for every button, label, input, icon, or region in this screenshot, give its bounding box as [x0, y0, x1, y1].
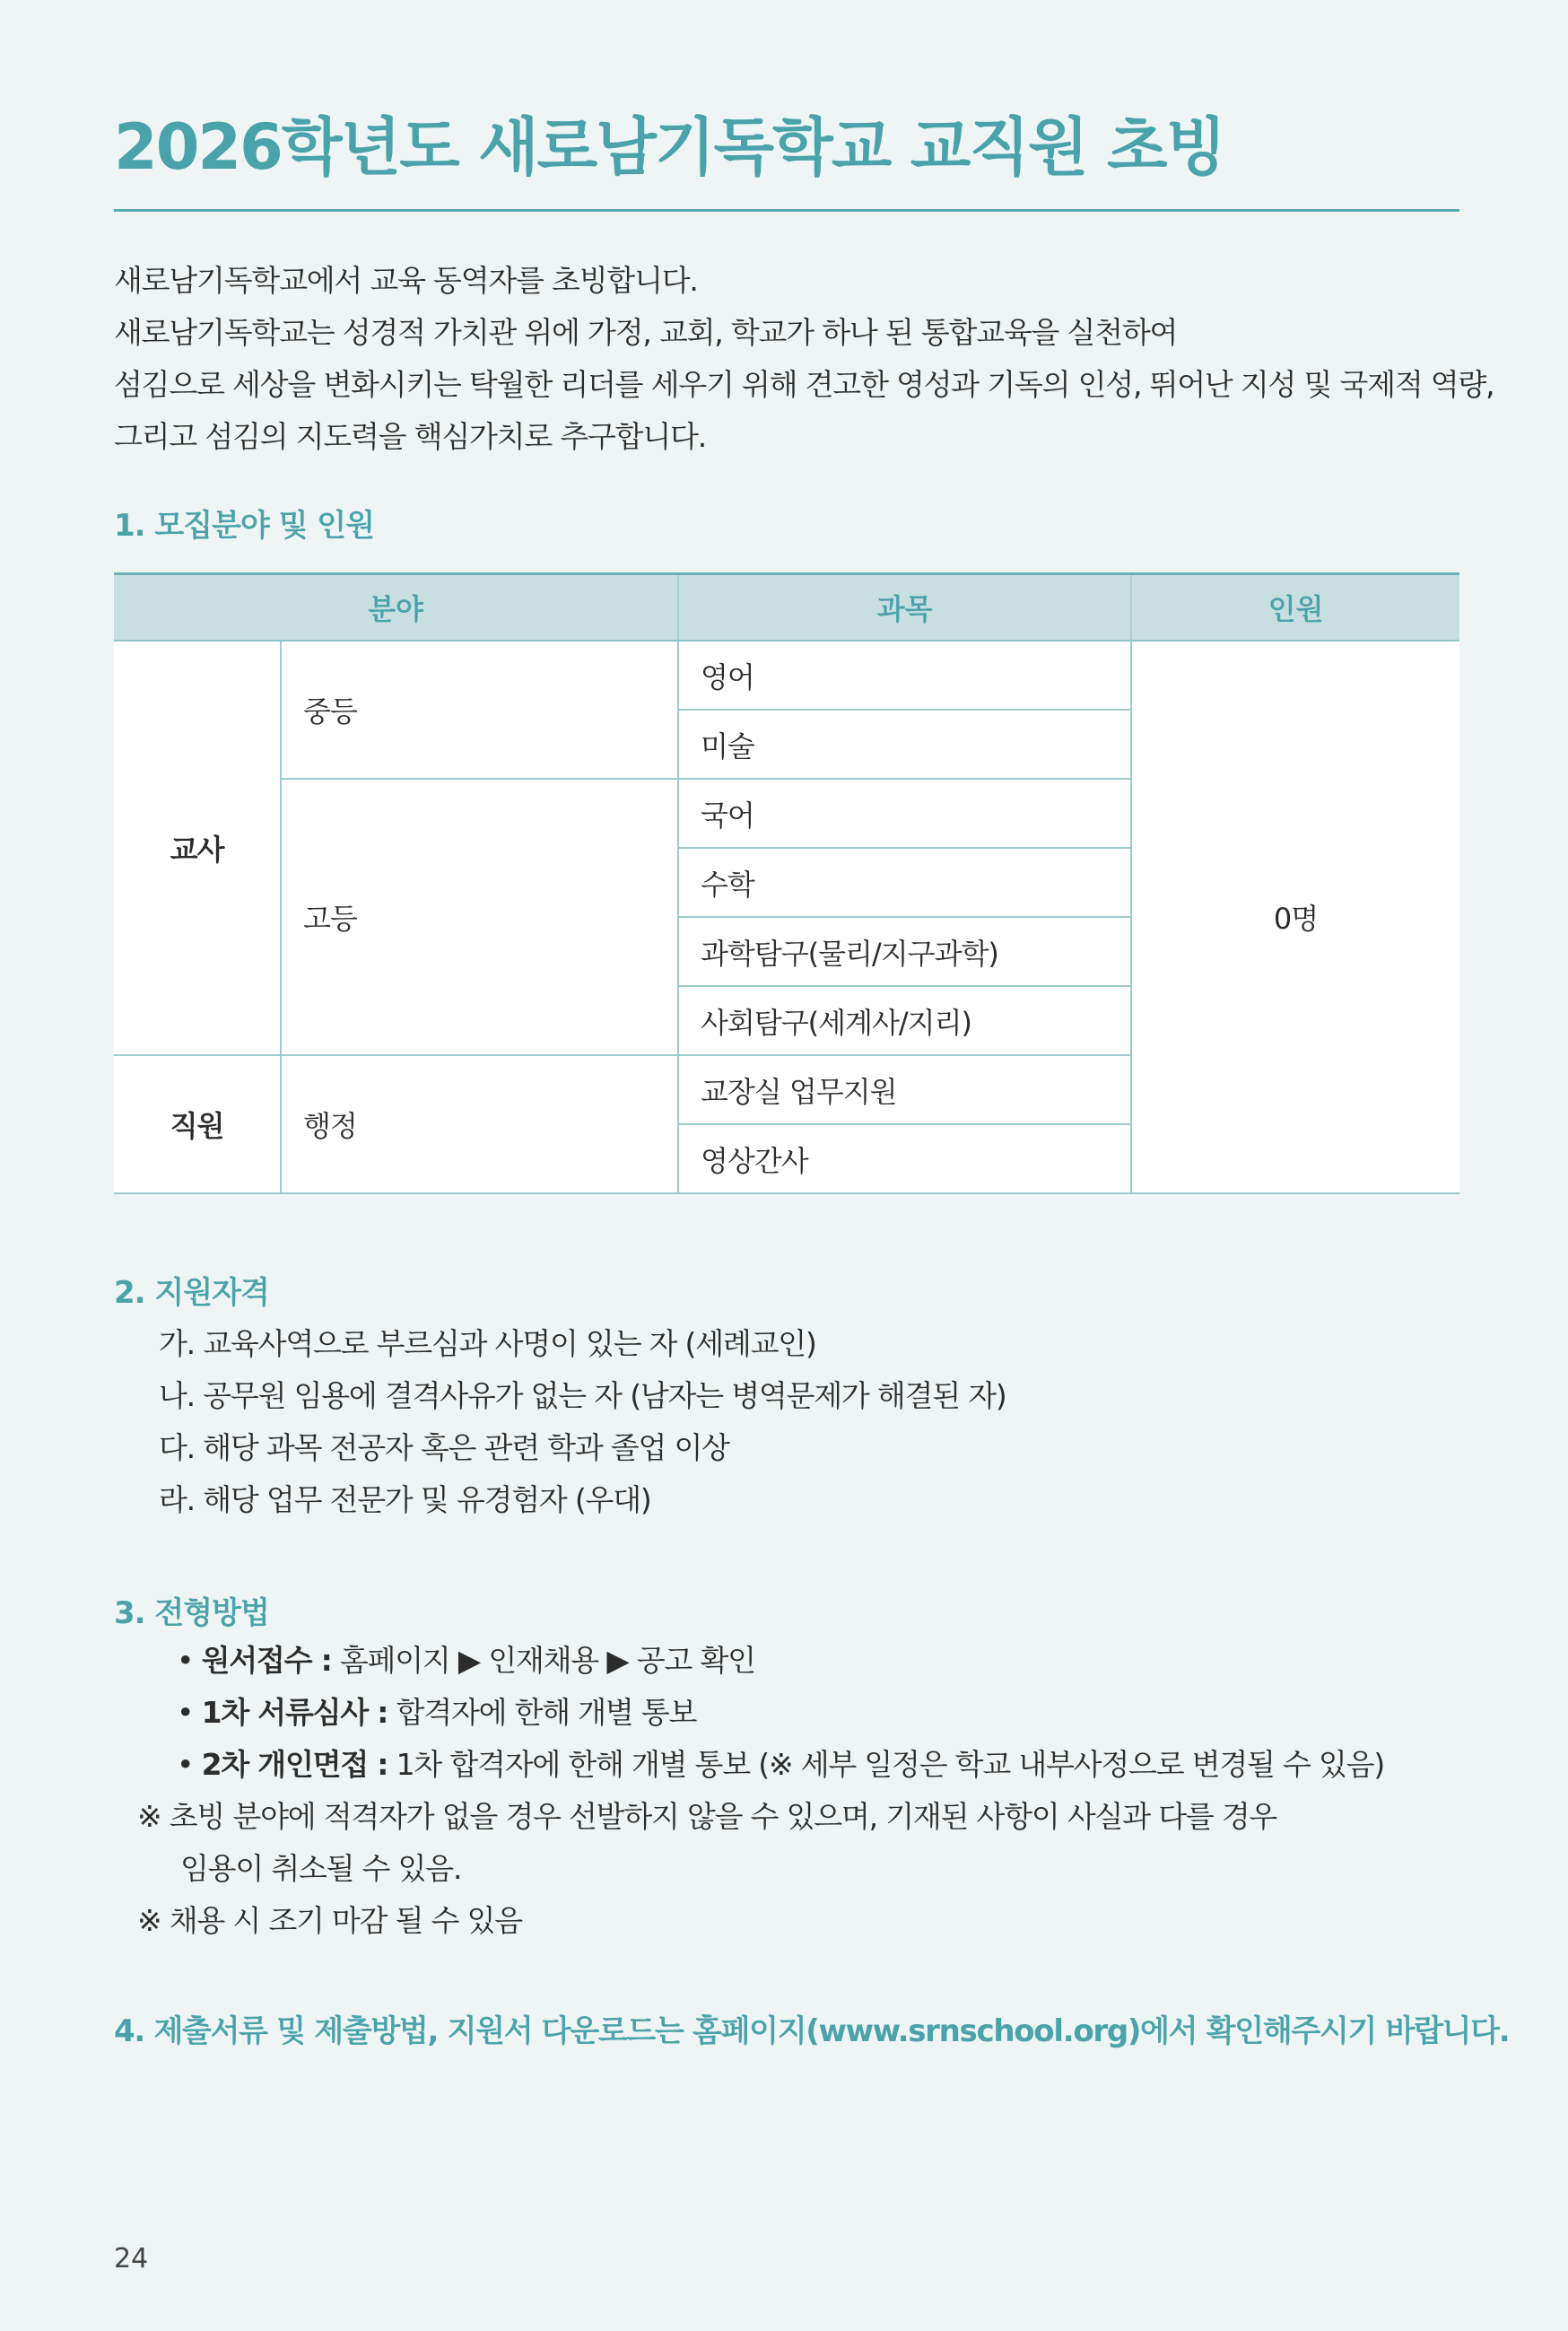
bullet-label: 원서접수 :	[201, 1643, 332, 1678]
intro-line: 섬김으로 세상을 변화시키는 탁월한 리더를 세우기 위해 견고한 영성과 기독의 인성, 뛰어난 지성 및 국제적 역량,	[114, 367, 1494, 402]
intro-paragraph	[114, 255, 1494, 463]
header-field: 분야	[114, 574, 678, 642]
intro-line: 새로남기독학교에서 교육 동역자를 초빙합니다.	[114, 263, 698, 298]
subcategory-admin: 행정	[281, 1055, 678, 1193]
note-line: 임용이 취소될 수 있음.	[180, 1851, 462, 1886]
list-item: • 1차 서류심사 : 합격자에 한해 개별 통보	[177, 1695, 697, 1730]
section-heading-selection: 3. 전형방법	[114, 1595, 269, 1631]
page-title: 2026학년도 새로남기독학교 교직원 초빙	[114, 110, 1225, 184]
header-subject: 과목	[678, 574, 1131, 642]
selection-process-list	[114, 1635, 1459, 1947]
bullet-label: 2차 개인면접 :	[201, 1747, 388, 1782]
bullet-text: 홈페이지 ▶ 인재채용 ▶ 공고 확인	[331, 1643, 755, 1678]
subject-cell: 영어	[678, 641, 1131, 710]
title-divider	[114, 209, 1459, 212]
category-teacher: 교사	[114, 641, 281, 1055]
bullet-text: 1차 합격자에 한해 개별 통보 (※ 세부 일정은 학교 내부사정으로 변경될 수 있음)	[388, 1747, 1384, 1782]
headcount-cell: 0명	[1131, 641, 1459, 1193]
header-count: 인원	[1131, 574, 1459, 642]
list-item: 라. 해당 업무 전문가 및 유경험자 (우대)	[159, 1482, 651, 1517]
list-item: 다. 해당 과목 전공자 혹은 관련 학과 졸업 이상	[159, 1430, 729, 1465]
list-item: • 원서접수 : 홈페이지 ▶ 인재채용 ▶ 공고 확인	[177, 1643, 755, 1678]
intro-line: 새로남기독학교는 성경적 가치관 위에 가정, 교회, 학교가 하나 된 통합교육을 실천하여	[114, 315, 1178, 350]
table-header-row	[114, 574, 1459, 642]
list-item: 나. 공무원 임용에 결격사유가 없는 자 (남자는 병역문제가 해결된 자)	[159, 1378, 1006, 1413]
qualifications-list	[114, 1318, 1504, 1526]
section-heading-recruitment: 1. 모집분야 및 인원	[114, 508, 374, 544]
table-row	[114, 641, 1459, 710]
list-item: • 2차 개인면접 : 1차 합격자에 한해 개별 통보 (※ 세부 일정은 학교 내부사정으로 변경될 수 있음)	[177, 1747, 1384, 1782]
bullet-label: 1차 서류심사 :	[201, 1695, 388, 1730]
note-line: ※ 초빙 분야에 적격자가 없을 경우 선발하지 않을 수 있으며, 기재된 사항이 사실과 다를 경우	[137, 1799, 1277, 1834]
subject-cell: 국어	[678, 779, 1131, 848]
subject-cell: 수학	[678, 848, 1131, 917]
list-item: 가. 교육사역으로 부르심과 사명이 있는 자 (세례교인)	[159, 1326, 816, 1361]
subject-cell: 사회탐구(세계사/지리)	[678, 986, 1131, 1055]
subject-cell: 영상간사	[678, 1124, 1131, 1193]
section-heading-qualifications: 2. 지원자격	[114, 1275, 269, 1311]
note-line: ※ 채용 시 조기 마감 될 수 있음	[137, 1903, 522, 1938]
category-staff: 직원	[114, 1055, 281, 1193]
page-number: 24	[114, 2243, 149, 2274]
recruitment-table	[114, 572, 1459, 1194]
subject-cell: 교장실 업무지원	[678, 1055, 1131, 1124]
subcategory-middle: 중등	[281, 641, 678, 779]
subject-cell: 미술	[678, 710, 1131, 779]
submission-info: 4. 제출서류 및 제출방법, 지원서 다운로드는 홈페이지(www.srnschool.org)에서 확인해주시기 바랍니다.	[114, 2013, 1510, 2049]
bullet-text: 합격자에 한해 개별 통보	[388, 1695, 697, 1730]
subcategory-high: 고등	[281, 779, 678, 1055]
subject-cell: 과학탐구(물리/지구과학)	[678, 917, 1131, 986]
intro-line: 그리고 섬김의 지도력을 핵심가치로 추구합니다.	[114, 419, 707, 454]
